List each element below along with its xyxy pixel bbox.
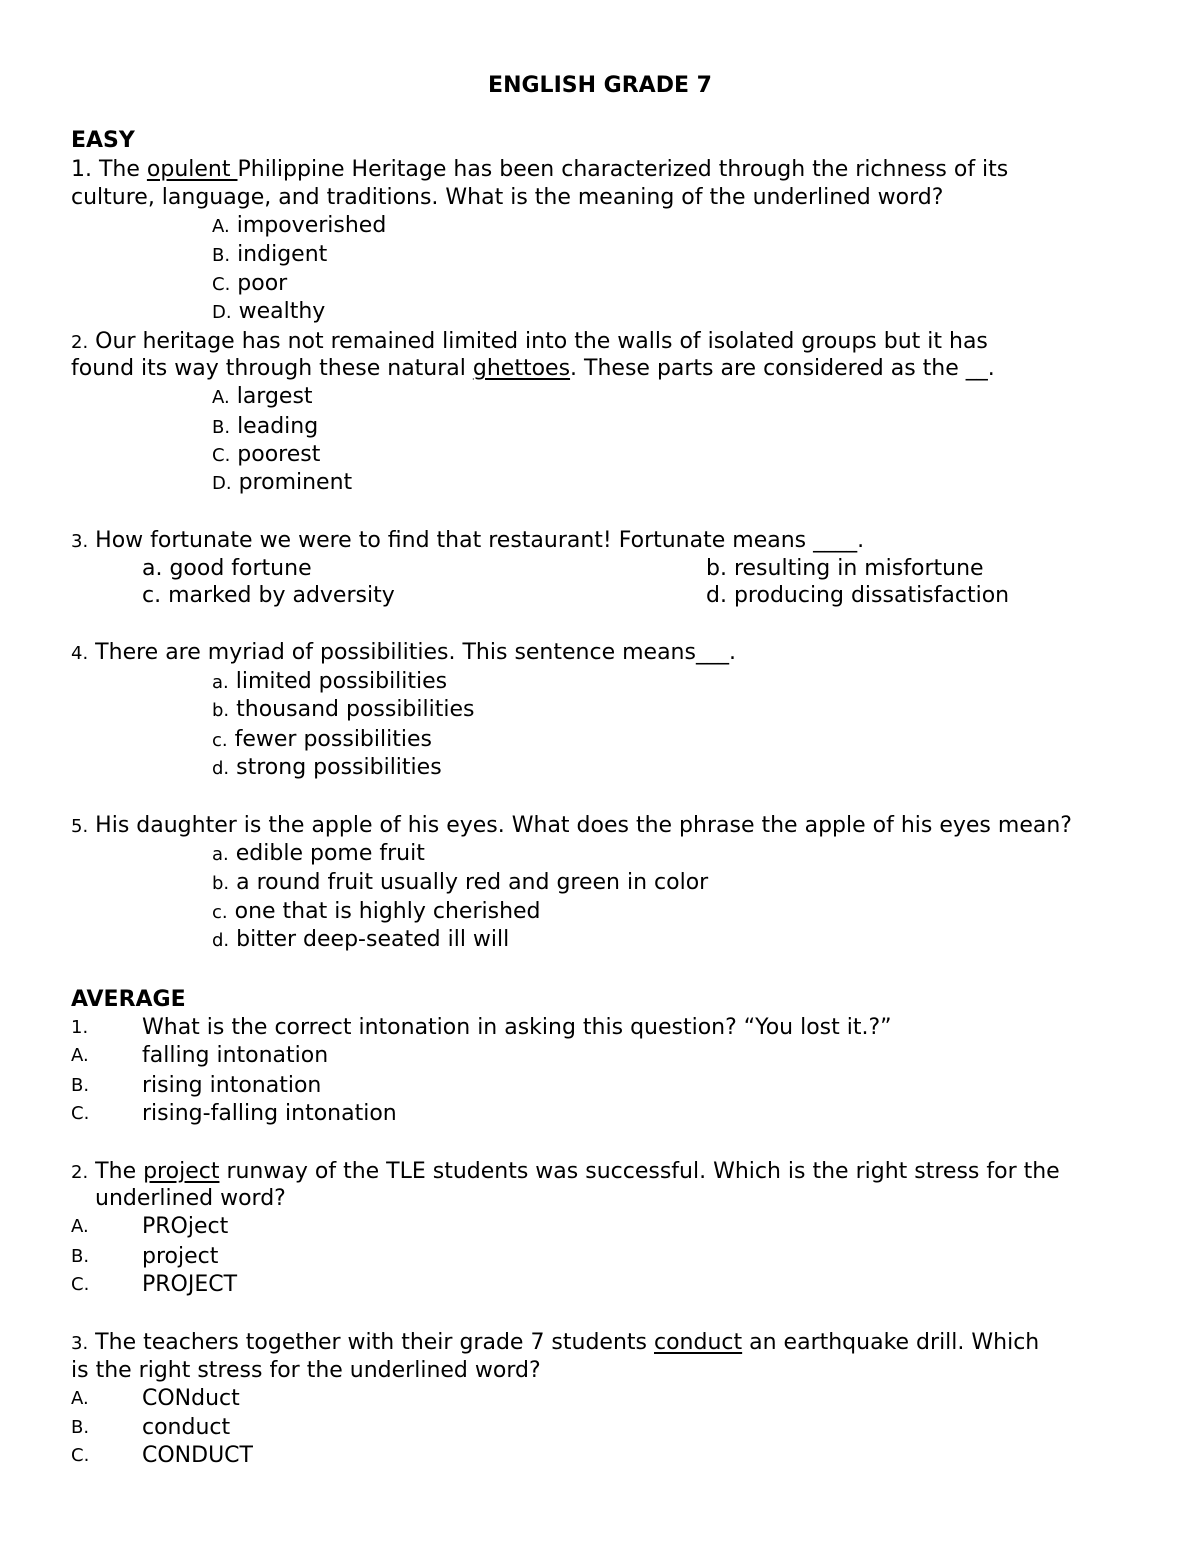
- underlined-word: project: [143, 1159, 220, 1184]
- option-letter: A.: [212, 387, 230, 408]
- option-text: one that is highly cherished: [227, 899, 541, 924]
- option-text: largest: [229, 384, 313, 409]
- option-text: project: [142, 1244, 219, 1269]
- question-average-3: [71, 1329, 1039, 1358]
- option-easy-4-d: [212, 754, 442, 783]
- option-average-1-c: [0, 1100, 600, 1128]
- option-text: conduct: [142, 1415, 231, 1440]
- option-letter: d.: [212, 758, 230, 779]
- option-average-2-a: [0, 1213, 600, 1241]
- question-easy-2: [71, 328, 988, 357]
- option-text: rising intonation: [142, 1073, 322, 1098]
- question-number: 4.: [71, 643, 89, 664]
- option-text: wealthy: [231, 299, 326, 324]
- option-text: rising-falling intonation: [142, 1101, 397, 1126]
- page-title: ENGLISH GRADE 7: [488, 73, 712, 98]
- option-text: CONduct: [142, 1386, 240, 1411]
- question-average-2: [71, 1158, 1060, 1187]
- option-easy-1-b: [212, 241, 327, 270]
- option-letter: c.: [212, 730, 228, 751]
- option-easy-4-c: [212, 726, 432, 755]
- option-letter: B.: [71, 1417, 90, 1438]
- option-text: leading: [230, 414, 319, 439]
- option-easy-2-b: [212, 413, 318, 442]
- option-text: PROJECT: [142, 1272, 238, 1297]
- question-number: 5.: [71, 816, 89, 837]
- section-heading-easy: EASY: [71, 128, 135, 153]
- option-easy-4-b: [212, 696, 474, 725]
- question-text: found its way through these natural: [71, 356, 473, 381]
- option-letter: C.: [71, 1103, 90, 1124]
- underlined-word: conduct: [654, 1330, 743, 1355]
- option-average-1-b: [0, 1072, 600, 1100]
- question-number: 1.: [71, 1017, 89, 1038]
- option-average-2-b: [0, 1243, 600, 1271]
- option-easy-3-c: c. marked by adversity: [142, 583, 395, 608]
- question-text: There are myriad of possibilities. This sentence means___.: [88, 640, 736, 665]
- option-easy-2-a: [212, 383, 313, 412]
- option-letter: B.: [212, 245, 231, 266]
- option-easy-1-c: [212, 270, 287, 299]
- option-average-3-c: [0, 1442, 600, 1470]
- option-letter: B.: [71, 1246, 90, 1267]
- option-letter: B.: [71, 1075, 90, 1096]
- option-text: poor: [230, 271, 288, 296]
- option-text: CONDUCT: [142, 1443, 253, 1468]
- question-text: The teachers together with their grade 7 students: [88, 1330, 654, 1355]
- question-number: 2.: [71, 1162, 89, 1183]
- option-text: indigent: [230, 242, 328, 267]
- option-easy-1-d: [212, 298, 325, 327]
- question-number: 3.: [71, 1333, 89, 1354]
- option-text: fewer possibilities: [227, 727, 432, 752]
- option-letter: B.: [212, 417, 231, 438]
- question-text: Our heritage has not remained limited into the walls of isolated groups but it has: [88, 329, 988, 354]
- option-easy-1-a: [212, 212, 386, 241]
- question-text: His daughter is the apple of his eyes. What does the phrase the apple of his eyes mean?: [88, 813, 1072, 838]
- question-number: 3.: [71, 531, 89, 552]
- question-easy-1-line-2: culture, language, and traditions. What is the meaning of the underlined word?: [71, 185, 944, 210]
- question-easy-5: [71, 812, 1072, 841]
- option-easy-4-a: [212, 668, 447, 697]
- option-easy-3-a: a. good fortune: [142, 556, 312, 581]
- option-average-2-c: [0, 1271, 600, 1299]
- section-heading-average: AVERAGE: [71, 987, 186, 1012]
- question-text: . These parts are considered as the __.: [570, 356, 995, 381]
- question-average-1: [0, 1014, 1200, 1042]
- question-text: Philippine Heritage has been characterized through the richness of its: [237, 157, 1009, 182]
- option-easy-5-c: [212, 898, 541, 927]
- option-letter: C.: [212, 445, 231, 466]
- option-easy-2-c: [212, 441, 320, 470]
- option-average-3-b: [0, 1414, 600, 1442]
- question-text: runway of the TLE students was successful. Which is the right stress for the: [219, 1159, 1060, 1184]
- question-text: an earthquake drill. Which: [742, 1330, 1040, 1355]
- underlined-word: ghettoes: [472, 356, 571, 381]
- question-number: 1.: [71, 157, 92, 182]
- question-average-2-line-2: underlined word?: [95, 1186, 286, 1211]
- option-easy-3-b: b. resulting in misfortune: [706, 556, 984, 581]
- option-text: falling intonation: [142, 1043, 329, 1068]
- option-letter: b.: [212, 700, 230, 721]
- option-text: strong possibilities: [229, 755, 442, 780]
- option-letter: c.: [212, 902, 228, 923]
- option-text: poorest: [230, 442, 321, 467]
- option-easy-5-d: [212, 926, 509, 955]
- option-text: thousand possibilities: [229, 697, 475, 722]
- option-letter: a.: [212, 672, 229, 693]
- option-text: impoverished: [229, 213, 387, 238]
- question-average-3-line-2: is the right stress for the underlined word?: [71, 1358, 541, 1383]
- question-easy-2-line-2: [71, 355, 995, 383]
- option-letter: a.: [212, 844, 229, 865]
- option-letter: A.: [212, 216, 230, 237]
- option-text: PROject: [142, 1214, 229, 1239]
- option-text: edible pome fruit: [228, 841, 425, 866]
- option-average-1-a: [0, 1042, 600, 1070]
- question-text: The: [88, 1159, 144, 1184]
- option-text: prominent: [231, 470, 353, 495]
- option-easy-3-d: d. producing dissatisfaction: [706, 583, 1010, 608]
- question-text: The: [92, 157, 147, 182]
- option-text: bitter deep-seated ill will: [229, 927, 510, 952]
- option-letter: d.: [212, 930, 230, 951]
- option-letter: A.: [71, 1045, 89, 1066]
- option-text: a round fruit usually red and green in color: [229, 870, 709, 895]
- option-letter: C.: [71, 1274, 90, 1295]
- question-text: What is the correct intonation in asking this question? “You lost it.?”: [142, 1015, 892, 1040]
- option-text: limited possibilities: [228, 669, 448, 694]
- option-letter: C.: [212, 274, 231, 295]
- question-easy-4: [71, 639, 736, 668]
- question-number: 2.: [71, 332, 89, 353]
- underlined-word: opulent: [146, 157, 238, 182]
- option-letter: A.: [71, 1216, 89, 1237]
- question-easy-1: [71, 156, 1008, 184]
- option-letter: C.: [71, 1445, 90, 1466]
- question-easy-3: [71, 527, 864, 556]
- option-letter: D.: [212, 302, 232, 323]
- option-letter: A.: [71, 1388, 89, 1409]
- option-easy-5-a: [212, 840, 425, 869]
- option-letter: D.: [212, 473, 232, 494]
- option-easy-2-d: [212, 469, 352, 498]
- option-easy-5-b: [212, 869, 708, 898]
- option-letter: b.: [212, 873, 230, 894]
- option-average-3-a: [0, 1385, 600, 1413]
- question-text: How fortunate we were to find that restaurant! Fortunate means ____.: [88, 528, 865, 553]
